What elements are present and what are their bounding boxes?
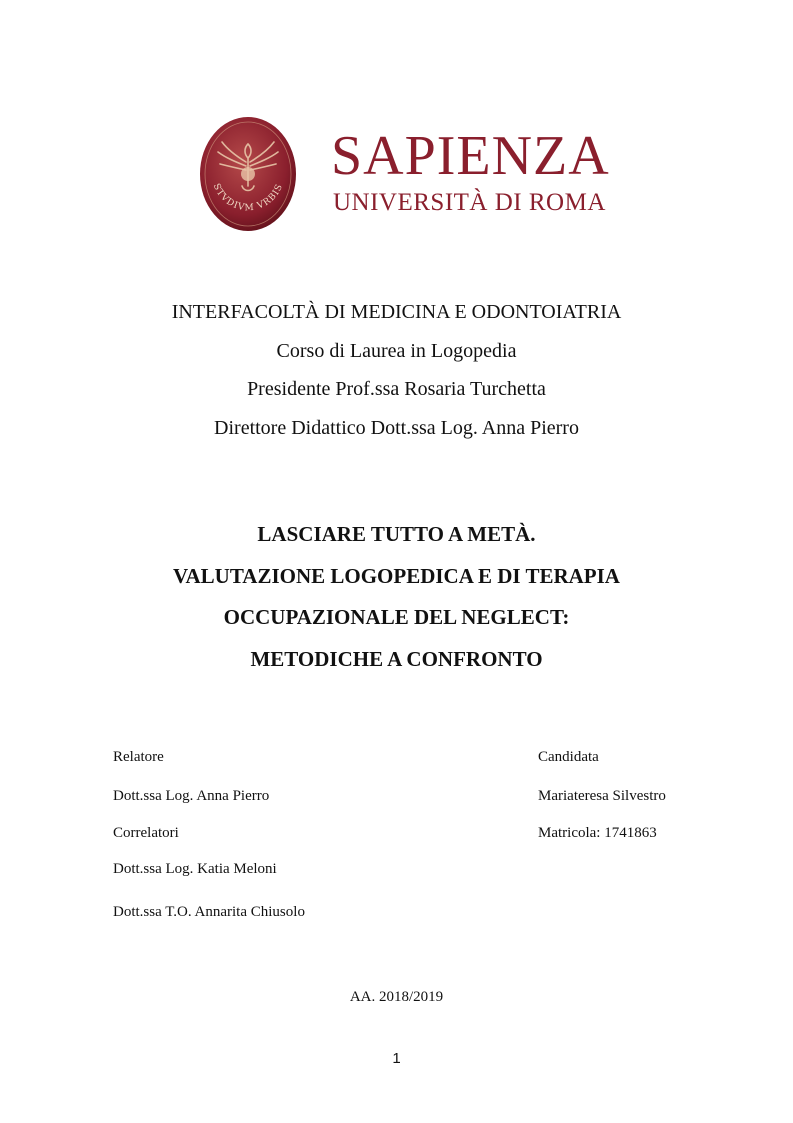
matricola: Matricola: 1741863 xyxy=(538,825,657,841)
page-number: 1 xyxy=(392,1050,401,1067)
thesis-title-line-2: VALUTAZIONE LOGOPEDICA E DI TERAPIA xyxy=(173,564,620,588)
relatore-name: Dott.ssa Log. Anna Pierro xyxy=(113,788,270,804)
brand-subtitle: UNIVERSITÀ DI ROMA xyxy=(333,189,606,216)
director-line: Direttore Didattico Dott.ssa Log. Anna Pierro xyxy=(214,417,579,439)
faculty-name: INTERFACOLTÀ DI MEDICINA E ODONTOIATRIA xyxy=(171,301,622,323)
seal-text: STVDIVM VRBIS xyxy=(210,182,286,214)
correlatori-label: Correlatori xyxy=(113,825,179,841)
thesis-title-line-4: METODICHE A CONFRONTO xyxy=(250,647,543,671)
relatore-label: Relatore xyxy=(113,749,164,765)
sapienza-seal-logo xyxy=(198,116,298,232)
president-line: Presidente Prof.ssa Rosaria Turchetta xyxy=(247,378,546,400)
seal-icon xyxy=(198,116,298,232)
correlatore-name-1: Dott.ssa Log. Katia Meloni xyxy=(113,861,277,877)
academic-year: AA. 2018/2019 xyxy=(349,989,444,1005)
thesis-title-line-3: OCCUPAZIONALE DEL NEGLECT: xyxy=(223,605,570,629)
course-name: Corso di Laurea in Logopedia xyxy=(276,340,517,362)
correlatore-name-2: Dott.ssa T.O. Annarita Chiusolo xyxy=(113,904,305,920)
thesis-title-line-1: LASCIARE TUTTO A METÀ. xyxy=(257,522,536,546)
candidata-label: Candidata xyxy=(538,749,599,765)
brand-name: SAPIENZA xyxy=(331,125,610,187)
candidata-name: Mariateresa Silvestro xyxy=(538,788,666,804)
